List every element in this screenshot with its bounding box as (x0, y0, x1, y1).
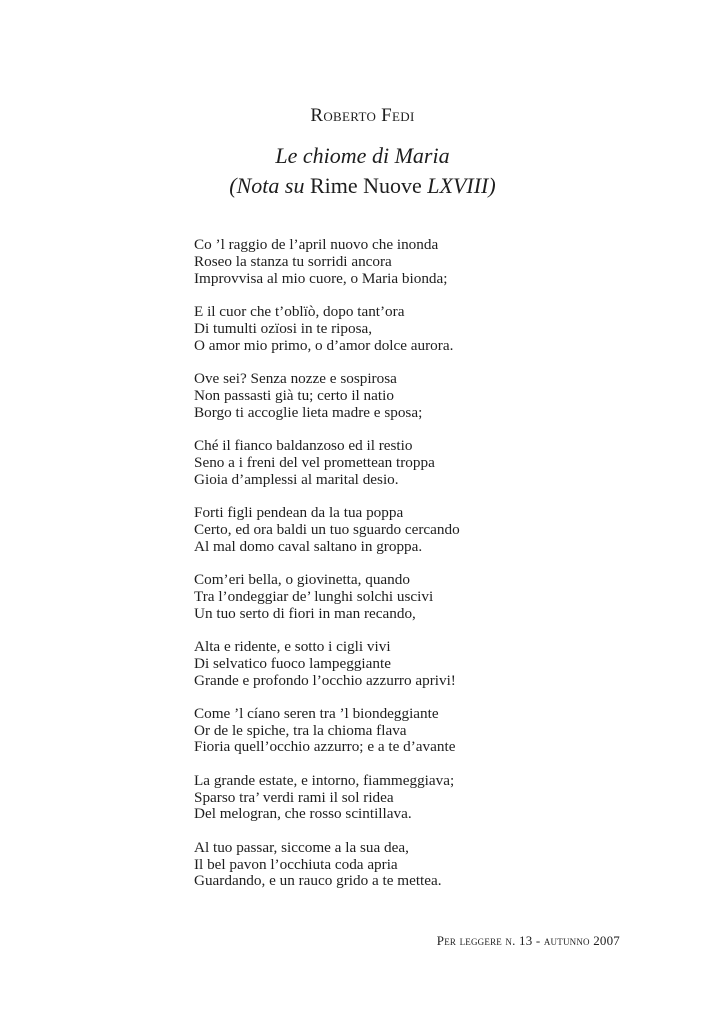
stanza-3 (194, 371, 654, 421)
author-name: Roberto Fedi (310, 105, 415, 126)
verse: Alta e ridente, e sotto i cigli vivi (194, 637, 391, 655)
verse: Guardando, e un rauco grido a te mettea. (194, 872, 442, 890)
verse: Certo, ed ora baldi un tuo sguardo cercando (194, 520, 460, 538)
verse: Sparso tra’ verdi rami il sol ridea (194, 788, 394, 806)
title-line-2 (0, 171, 725, 201)
stanza-5 (194, 505, 654, 555)
verse: Grande e profondo l’occhio azzurro aprivi! (194, 671, 456, 689)
title-line-2-prefix: (Nota su (229, 173, 310, 198)
verse: Forti figli pendean da la tua poppa (194, 503, 404, 521)
verse: Come ’l cíano seren tra ’l biondeggiante (194, 704, 439, 722)
verse: Di tumulti ozïosi in te riposa, (194, 319, 373, 337)
verse: Tra l’ondeggiar de’ lunghi solchi uscivi (194, 587, 434, 605)
stanza-6 (194, 572, 654, 622)
verse: Com’eri bella, o giovinetta, quando (194, 570, 410, 588)
verse: Un tuo serto di fiori in man recando, (194, 604, 416, 622)
verse: Il bel pavon l’occhiuta coda apria (194, 855, 398, 873)
verse: Fioria quell’occhio azzurro; e a te d’avante (194, 738, 456, 756)
verse: Borgo ti accoglie lieta madre e sposa; (194, 403, 423, 421)
stanza-4 (194, 438, 654, 488)
stanza-10 (194, 840, 654, 890)
stanza-2 (194, 304, 654, 354)
title-line-2-work: Rime Nuove (309, 173, 422, 198)
title-line-2-suffix: LXVIII) (421, 173, 496, 198)
verse: La grande estate, e intorno, fiammeggiava; (194, 771, 455, 789)
verse: Ove sei? Senza nozze e sospirosa (194, 369, 397, 387)
article-title (0, 141, 725, 201)
verse: Ché il fianco baldanzoso ed il restio (194, 436, 413, 454)
verse: Roseo la stanza tu sorridi ancora (194, 252, 392, 270)
stanza-8 (194, 706, 654, 756)
stanza-7 (194, 639, 654, 689)
title-line-1: Le chiome di Maria (275, 143, 450, 168)
verse: Al mal domo caval saltano in groppa. (194, 537, 423, 555)
poem-body (194, 237, 654, 907)
verse: Non passasti già tu; certo il natio (194, 386, 394, 404)
stanza-9 (194, 773, 654, 823)
verse: Di selvatico fuoco lampeggiante (194, 654, 391, 672)
stanza-1 (194, 237, 654, 287)
verse: Improvvisa al mio cuore, o Maria bionda; (194, 269, 448, 287)
verse: O amor mio primo, o d’amor dolce aurora. (194, 336, 454, 354)
running-footer: Per leggere n. 13 - autunno 2007 (436, 933, 620, 948)
verse: Co ’l raggio de l’april nuovo che inonda (194, 236, 439, 253)
verse: Seno a i freni del vel promettean troppa (194, 453, 435, 471)
verse: E il cuor che t’oblïò, dopo tant’ora (194, 302, 405, 320)
verse: Or de le spiche, tra la chioma flava (194, 721, 407, 739)
verse: Del melogran, che rosso scintillava. (194, 805, 412, 823)
verse: Al tuo passar, siccome a la sua dea, (194, 838, 409, 856)
verse: Gioia d’amplessi al marital desio. (194, 470, 399, 488)
